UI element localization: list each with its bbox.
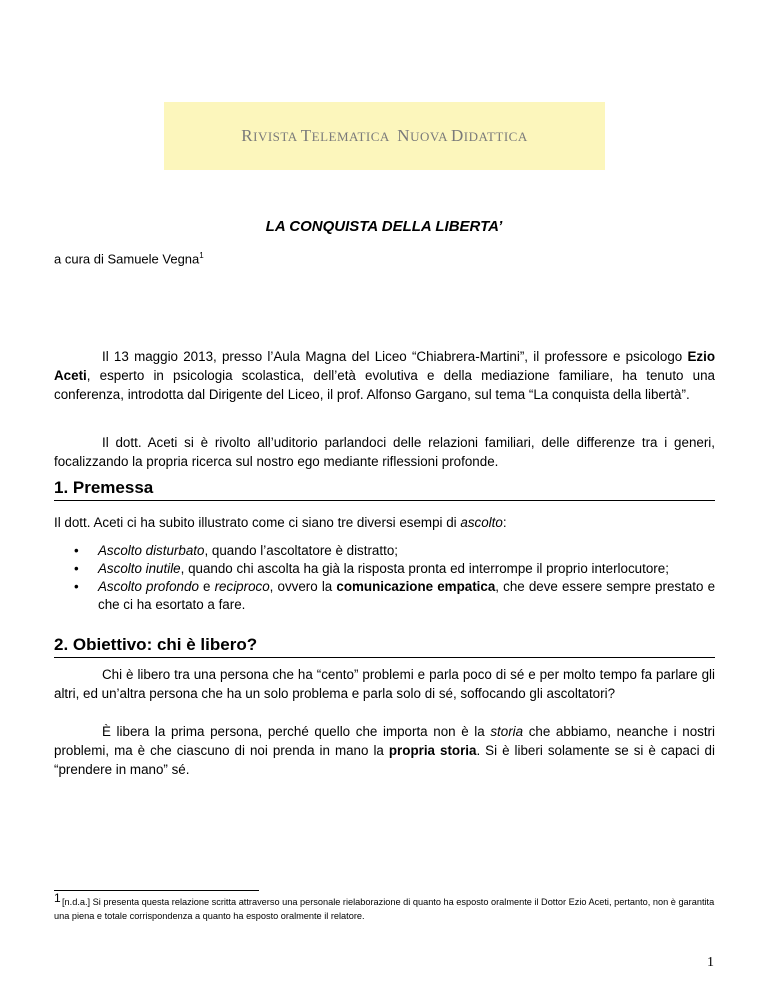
bullet-icon: • (74, 579, 79, 594)
footnote-ref: 1 (199, 251, 204, 260)
intro-paragraph-2: Il dott. Aceti si è rivolto all’uditorio parlandoci delle relazioni familiari, delle differenze tra i generi, focalizzando la propria ricerca sul nostro ego mediante riflessioni profonde. (54, 435, 715, 469)
section-1-lead: Il dott. Aceti ci ha subito illustrato come ci siano tre diversi esempi di ascolto: (54, 515, 507, 530)
section-2-paragraph-2: È libera la prima persona, perché quello che importa non è la storia che abbiamo, neanche i nostri problemi, ma è che ciascuno di noi prenda in mano la propria storia. Si è liberi solamente se si è capaci di “prendere in mano” sé. (54, 724, 715, 777)
section-2-divider (54, 657, 715, 658)
page-number: 1 (707, 955, 714, 970)
footnote-number: 1 (54, 891, 61, 905)
footnote-separator (54, 890, 259, 891)
list-item: • Ascolto profondo e reciproco, ovvero la comunicazione empatica, che deve essere sempre prestato e che ci ha esortato a fare. (74, 579, 716, 612)
listening-types-list (54, 542, 715, 614)
section-1-divider (54, 500, 715, 501)
bullet-icon: • (74, 543, 79, 558)
journal-name: RIVISTA TELEMATICA NUOVA DIDATTICA (241, 126, 528, 145)
footnote-text: [n.d.a.] Si presenta questa relazione scritta attraverso una personale rielaborazione di quanto ha esposto oralmente il Dottor Ezio Aceti, pertanto, non è garantita una piena e totale corrispondenza a quanto ha esposto oralmente il relatore. (54, 897, 715, 921)
author-line: a cura di Samuele Vegna$^1$ (54, 251, 204, 267)
section-2-paragraph-1: Chi è libero tra una persona che ha “cento” problemi e parla poco di sé e per molto tempo fa parlare gli altri, ed un’altra persona che ha un solo problema e parla solo di sé, soffocando gli ascoltatori? (54, 667, 715, 701)
section-2-heading: 2. Obiettivo: chi è libero? (54, 635, 258, 654)
list-item: • Ascolto disturbato, quando l’ascoltatore è distratto; (74, 543, 398, 558)
journal-banner (164, 102, 605, 170)
footnote (54, 891, 715, 923)
list-item: • Ascolto inutile, quando chi ascolta ha già la risposta pronta ed interrompe il proprio interlocutore; (74, 561, 669, 576)
bullet-icon: • (74, 561, 79, 576)
intro-paragraph-1: Il 13 maggio 2013, presso l’Aula Magna del Liceo “Chiabrera-Martini”, il professore e psicologo Ezio Aceti, esperto in psicologia scolastica, dell’età evolutiva e della mediazione familiare, ha tenuto una conferenza, introdotta dal Dirigente del Liceo, il prof. Alfonso Gargano, sul tema “La conquista della libertà”. (54, 349, 715, 402)
section-1-heading: 1. Premessa (54, 478, 154, 497)
document-title: LA CONQUISTA DELLA LIBERTA’ (265, 218, 503, 235)
